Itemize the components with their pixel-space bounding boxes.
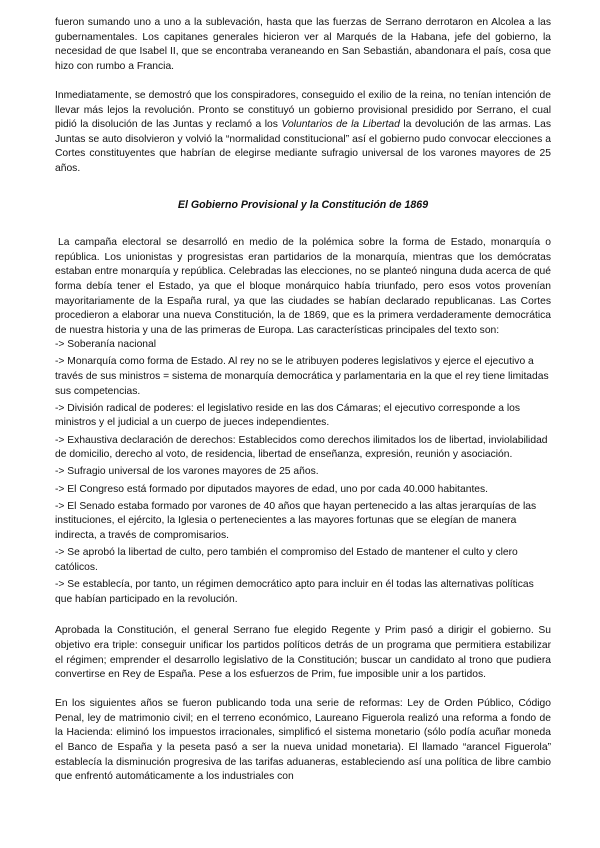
paragraph-sublevacion: fueron sumando uno a uno a la sublevación, hasta que las fuerzas de Serrano derrotaron en Alcolea a las gubernamentales. Los capitanes generales hicieron ver al Marqués de la Habana, jefe del gobierno, la necesidad de que Isabel II, que se encontraba veraneando en San Sebastián, abandonara el país, cosa que hizo con rumbo a Francia.	[55, 17, 551, 72]
list-item: -> El Senado estaba formado por varones de 40 años que hayan pertenecido a las altas jerarquías de las instituciones, el ejército, la Iglesia o pertenecientes a las mayores fortunas que se elegían de manera indirecta, a través de compromisarios.	[55, 500, 537, 541]
paragraph-text: la devolución de las armas. Las Juntas se auto disolvieron y volvió la “normalidad constitucional” así el gobierno pudo convocar elecciones a Cortes constituyentes que habrían de elegirse mediante sufragio universal de los varones mayores de 25 años.	[55, 119, 551, 174]
list-item: -> Sufragio universal de los varones mayores de 25 años.	[55, 466, 319, 478]
voluntarios-italic: Voluntarios de la Libertad	[281, 119, 400, 131]
paragraph-text: Inmediatamente, se demostró que los conspiradores, conseguido el exilio de la reina, no tenían intención de llevar más lejos la revolución. Pronto se constituyó un gobierno provisional presidido por Serrano, el cual pidió la disolución de las Juntas y reclamó a los	[55, 89, 551, 131]
list-item: -> Soberanía nacional	[55, 339, 157, 351]
paragraph-reformas: En los siguientes años se fueron publicando toda una serie de reformas: Ley de Orden Público, Código Penal, ley de matrimonio civil; en el terreno económico, Laureano Figuerola realizó una reforma a fondo de la Hacienda: eliminó los impuestos irracionales, simplificó el sistema monetario (sólo podía acuñar moneda el Banco de España y la peseta pasó a ser la nueva unidad monetaria). El llamado “arancel Figuerola” establecía la disminución progresiva de las tarifas aduaneras, estableciendo así una política de libre cambio que enfrentó automáticamente a los industriales con	[55, 698, 551, 783]
paragraph-regencia: Aprobada la Constitución, el general Serrano fue elegido Regente y Prim pasó a dirigir el gobierno. Su objetivo era triple: conseguir unificar los partidos políticos detrás de un programa que permitiera estabilizar el régimen; emprender el desarrollo legislativo de la Constitución; buscar un candidato al trono que pudiera convertirse en Rey de España. Pese a los esfuerzos de Prim, fue imposible unir a los partidos.	[55, 625, 551, 681]
paragraph-spacer	[55, 74, 551, 89]
document-page	[55, 16, 551, 785]
paragraph-spacer	[55, 212, 551, 236]
constitution-features-list	[55, 338, 551, 607]
section-title: El Gobierno Provisional y la Constitución de 1869	[177, 198, 429, 211]
paragraph-spacer	[55, 177, 551, 198]
list-item: -> Monarquía como forma de Estado. Al rey no se le atribuyen poderes legislativos y ejerce el ejecutivo a través de sus ministros = sistema de monarquía democrática y parlamentaria en la que el rey tiene limitadas sus competencias.	[55, 356, 549, 397]
paragraph-spacer	[55, 683, 551, 698]
list-item: -> Exhaustiva declaración de derechos: Establecidos como derechos ilimitados los de libertad, inviolabilidad de domicilio, derecho al voto, de residencia, libertad de enseñanza, expresión, reunión y asociación.	[55, 434, 548, 461]
paragraph-spacer	[55, 610, 551, 625]
list-item: -> Se aprobó la libertad de culto, pero también el compromiso del Estado de mantener el culto y clero católicos.	[55, 547, 518, 573]
paragraph-gobierno-provisional	[55, 89, 551, 177]
list-item: -> División radical de poderes: el legislativo reside en las dos Cámaras; el ejecutivo corresponde a los ministros y el judicial a un cuerpo de jueces independientes.	[55, 402, 521, 429]
list-item: -> El Congreso está formado por diputados mayores de edad, uno por cada 40.000 habitantes.	[55, 483, 489, 495]
list-item: -> Se establecía, por tanto, un régimen democrático apto para incluir en él todas las alternativas políticas que habían participado en la revolución.	[55, 578, 534, 605]
paragraph-campana-electoral: La campaña electoral se desarrolló en medio de la polémica sobre la forma de Estado, monarquía o república. Los unionistas y progresistas eran partidarios de la monarquía, mientras que los demócratas estaban entre monarquía y república. Celebradas las elecciones, no se planteó ninguna duda acerca de qué forma debía tener el Estado, ya que el bloque monárquico había triunfado, pero esos votos provenían mayoritariamente de la España rural, ya que las ciudades se habían declarado republicanas. Las Cortes procedieron a elaborar una nueva Constitución, la de 1869, que es la primera verdaderamente democrática de nuestra historia y una de las primeras de Europa. Las características principales del texto son:	[55, 237, 551, 336]
